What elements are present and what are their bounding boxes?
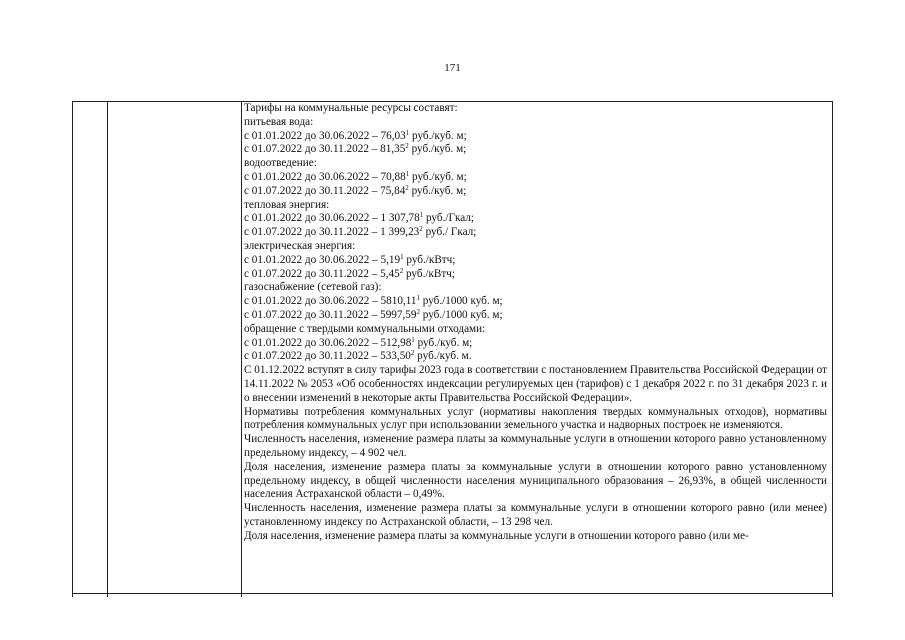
page-number: 171	[444, 62, 461, 74]
tariff-row: с 01.07.2022 до 30.11.2022 – 5997,59$^2$ руб./1000 куб. м;	[244, 307, 503, 321]
table-bottom-border	[72, 593, 832, 594]
tariff-row: с 01.07.2022 до 30.11.2022 – 81,35$^2$ руб./куб. м;	[244, 142, 467, 156]
tariff-group-heat	[244, 199, 827, 240]
tariff-row: с 01.07.2022 до 30.11.2022 – 75,84$^2$ руб./куб. м;	[244, 183, 467, 197]
tariff-group-electricity	[244, 240, 827, 281]
tariff-row: с 01.07.2022 до 30.11.2022 – 5,45$^2$ руб./кВтч;	[244, 266, 455, 280]
tariff-row: с 01.01.2022 до 30.06.2022 – 1 307,78$^1$ руб./Гкал;	[244, 211, 474, 225]
table-cell-content	[244, 102, 827, 544]
tariff-group-title: обращение с твердыми коммунальными отходами:	[244, 322, 486, 335]
paragraph-population-count-regional: Численность населения, изменение размера платы за коммунальные услуги в отношении которого равно (или менее) установленному индексу по Астраханской области, – 13 298 чел.	[244, 502, 827, 528]
column-divider-2	[241, 102, 242, 597]
tariff-group-water	[244, 116, 827, 157]
tariff-row: с 01.07.2022 до 30.11.2022 – 1 399,23$^2$ руб./ Гкал;	[244, 225, 477, 239]
column-divider-1	[107, 102, 108, 597]
tariff-group-title: водоотведение:	[244, 157, 317, 170]
tariff-group-title: газоснабжение (сетевой газ):	[244, 281, 382, 294]
tariff-row: с 01.07.2022 до 30.11.2022 – 533,50$^2$ руб./куб. м.	[244, 349, 472, 363]
paragraph-population-share: Доля населения, изменение размера платы за коммунальные услуги в отношении которого равно установленному предельному индексу, в общей численности населения муниципального образования – 26,93%, в общей численности населения Астраханской области – 0,49%.	[244, 460, 827, 501]
paragraph-consumption-norms: Нормативы потребления коммунальных услуг (нормативы накопления твердых коммунальных отходов), нормативы потребления коммунальных услуг при использовании земельного участка и надворных построек не изменяются.	[244, 405, 827, 432]
tariff-group-gas	[244, 281, 827, 322]
tariff-row: с 01.01.2022 до 30.06.2022 – 70,88$^1$ руб./куб. м;	[244, 169, 467, 183]
tariffs-header: Тарифы на коммунальные ресурсы составят:	[244, 102, 458, 114]
paragraph-population-count: Численность населения, изменение размера платы за коммунальные услуги в отношении которого равно установленному предельному индексу, – 4 902 чел.	[244, 433, 827, 459]
tariff-row: с 01.01.2022 до 30.06.2022 – 76,03$^1$ руб./куб. м;	[244, 128, 467, 142]
tariff-group-title: тепловая энергия:	[244, 198, 330, 211]
tariff-group-title: электрическая энергия:	[244, 239, 356, 252]
tariff-group-title: питьевая вода:	[244, 115, 314, 128]
tariff-row: с 01.01.2022 до 30.06.2022 – 5,19$^1$ руб./кВтч;	[244, 252, 456, 266]
tariff-row: с 01.01.2022 до 30.06.2022 – 5810,11$^1$ руб./1000 куб. м;	[244, 294, 503, 308]
paragraph-2023-tariffs: С 01.12.2022 вступят в силу тарифы 2023 года в соответствии с постановлением Правительства Российской Федерации от 14.11.2022 № 2053 «Об особенностях индексации регулируемых цен (тарифов) с 1 декабря 2022 г. по 31 декабря 2023 г. и о внесении изменений в некоторые акты Правительства Российской Федерации».	[244, 364, 827, 404]
tariff-row: с 01.01.2022 до 30.06.2022 – 512,98$^1$ руб./куб. м;	[244, 335, 473, 349]
tariff-group-sewerage	[244, 157, 827, 198]
paragraph-population-share-cut: Доля населения, изменение размера платы за коммунальные услуги в отношении которого равно (или ме-	[244, 529, 749, 542]
tariff-group-waste	[244, 323, 827, 364]
